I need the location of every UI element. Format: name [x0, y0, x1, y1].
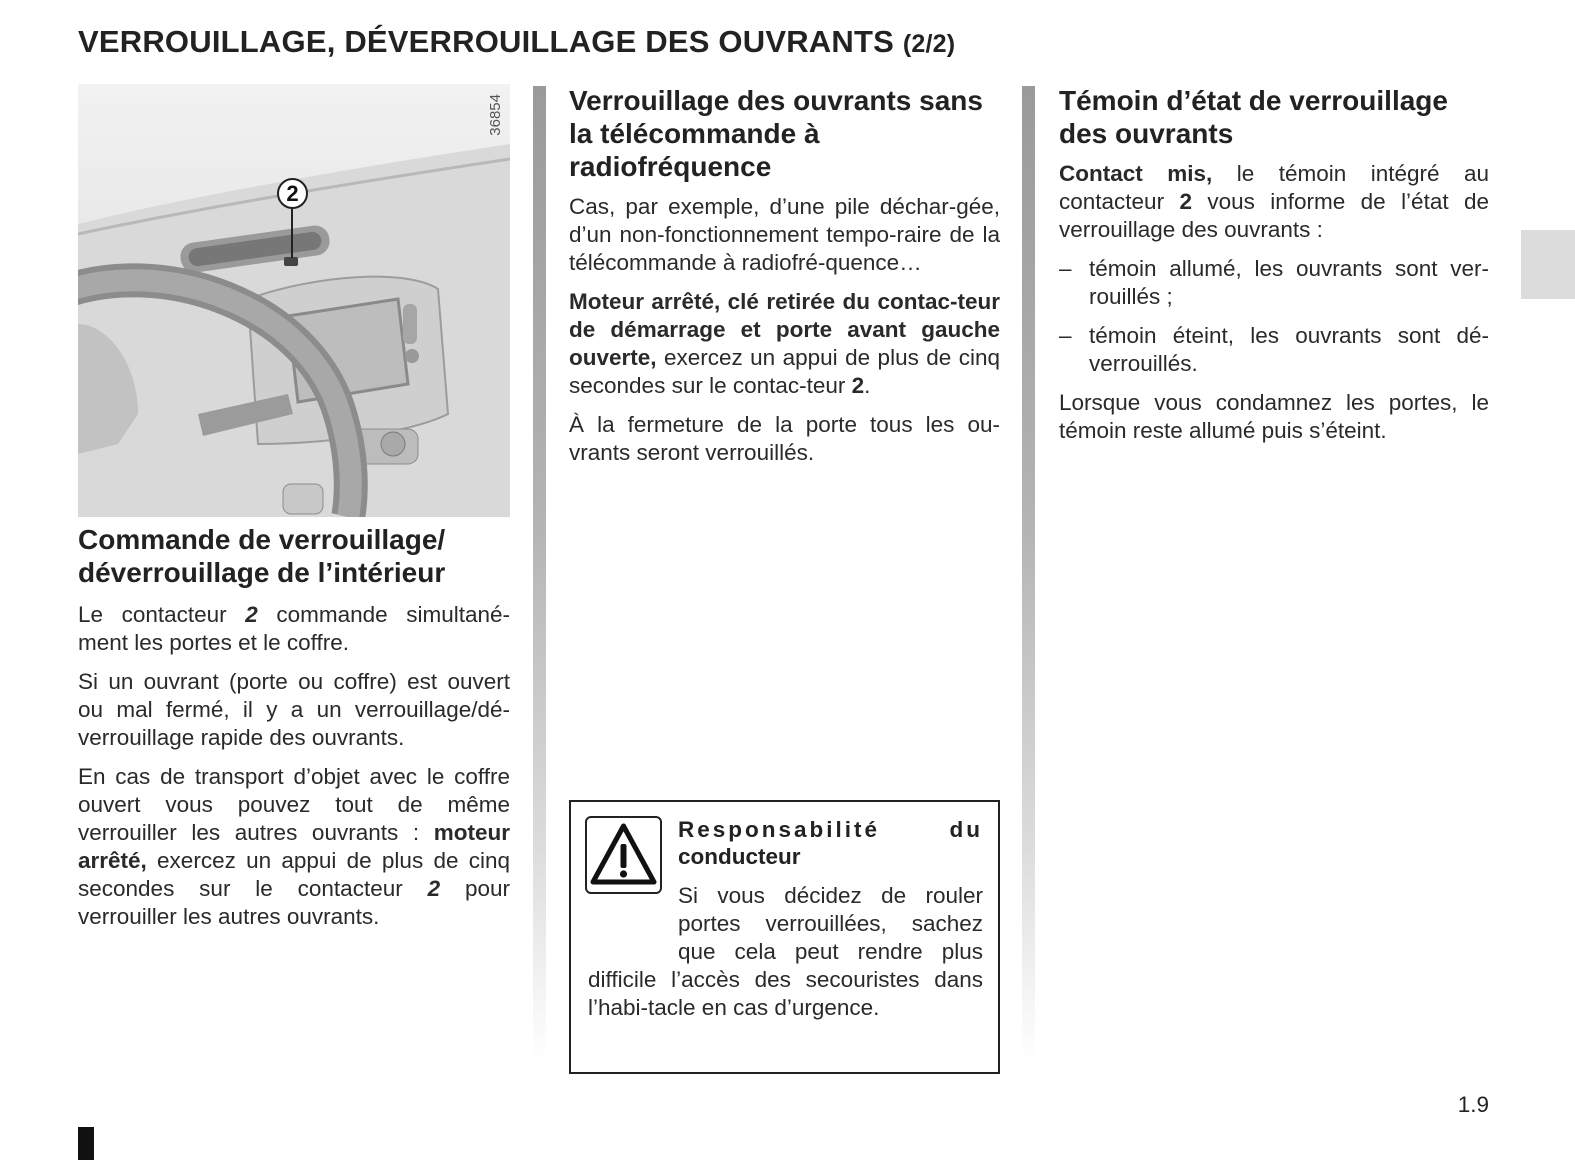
illustration-code: 36854 [487, 94, 504, 136]
paragraph-procedure: Moteur arrêté, clé retirée du contac-teur de démarrage et porte avant gauche ouverte, exercez un appui de plus de cinq secondes sur le contac-teur 2. [569, 289, 1000, 398]
page-number: 1.9 [1457, 1092, 1489, 1117]
paragraph-condemn: Lorsque vous condamnez les portes, le témoin reste allumé puis s’éteint. [1059, 390, 1489, 443]
chapter-tab [1521, 230, 1575, 299]
paragraph-contactor: Le contacteur 2 commande simultané-ment les portes et le coffre. [78, 602, 511, 655]
page-marker [78, 1127, 94, 1160]
column-right [1059, 84, 1489, 456]
page-title: VERROUILLAGE, DÉVERROUILLAGE DES OUVRANTS (2/2) [78, 24, 956, 59]
dashboard-drawing [78, 84, 510, 517]
paragraph-battery: Cas, par exemple, d’une pile déchar-gée, d’un non-fonctionnement tempo-raire de la télécommande à radiofré-quence… [569, 194, 1000, 275]
section-heading-lock-indicator: Témoin d’état de verrouillage des ouvrants [1059, 85, 1448, 149]
list-item: – témoin éteint, les ouvrants sont dé-verrouillés. [1059, 322, 1489, 378]
section-heading-no-remote: Verrouillage des ouvrants sans la télécommande à radiofréquence [569, 85, 983, 182]
warning-text: Si vous décidez de rouler portes verrouillées, sachez que cela peut rendre plus difficile l’accès des secouristes dans l’habi-tacle en cas d’urgence. [588, 883, 983, 1020]
section-heading-interior-lock: Commande de verrouillage/ déverrouillage de l’intérieur [78, 524, 446, 588]
paragraph-open-door: Si un ouvrant (porte ou coffre) est ouvert ou mal fermé, il y a un verrouillage/dé-verrouillage rapide des ouvrants. [78, 669, 510, 750]
paragraph-door-closing: À la fermeture de la porte tous les ou-vrants seront verrouillés. [569, 412, 1000, 465]
paragraph-ignition: Contact mis, le témoin intégré au contacteur 2 vous informe de l’état de verrouillage des ouvrants : [1059, 161, 1489, 242]
indicator-states-list [1059, 255, 1489, 378]
paragraph-transport: En cas de transport d’objet avec le coffre ouvert vous pouvez tout de même verrouiller les autres ouvrants : moteur arrêté, exercez un appui de plus de cinq secondes sur le contacteur 2 pour verrouiller les autres ouvrants. [78, 764, 510, 929]
warning-title: Responsabilité du conducteur [678, 817, 983, 869]
callout-2: 2 [277, 178, 308, 209]
column-middle [569, 84, 1000, 478]
dashboard-illustration [78, 84, 510, 517]
column-left [78, 84, 510, 942]
page-part: (2/2) [902, 30, 956, 58]
column-separator-1 [533, 86, 546, 1061]
warning-box [569, 800, 1000, 1074]
column-separator-2 [1022, 86, 1035, 1061]
list-item: – témoin allumé, les ouvrants sont ver-rouillés ; [1059, 255, 1489, 311]
